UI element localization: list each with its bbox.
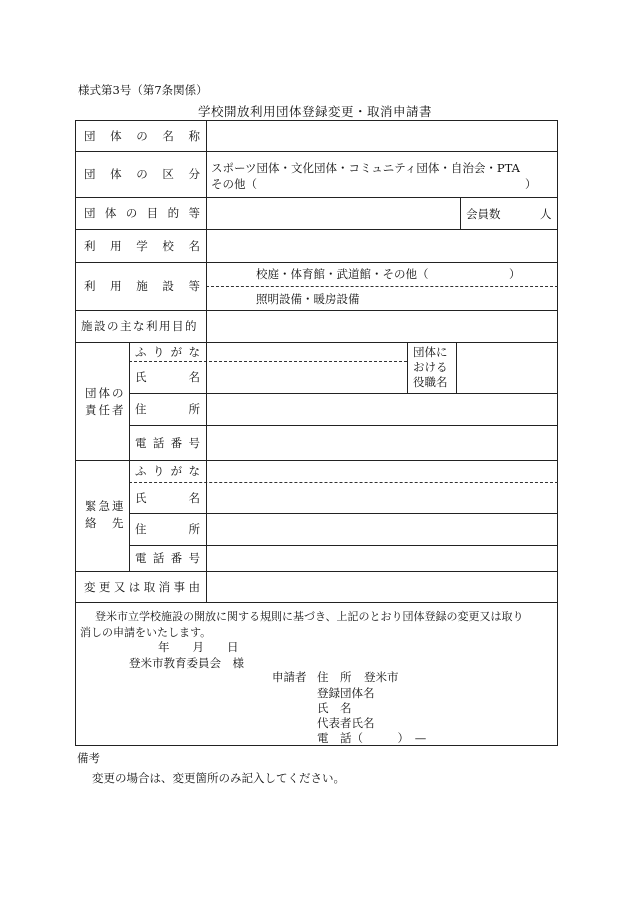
label-emergency: 緊急連 絡 先	[85, 499, 126, 530]
col-divider	[206, 342, 207, 571]
label-emergency-phone: 電 話 番 号	[135, 551, 200, 565]
applicant-phone: 電 話（ ） —	[317, 731, 427, 745]
applicant-address-value: 登米市	[364, 670, 399, 684]
label-school: 利 用 学 校 名	[84, 238, 200, 253]
label-org-name: 団 体 の 名 称	[84, 128, 200, 143]
label-emergency-name: 氏 名	[135, 490, 200, 505]
declaration-line1: 登米市立学校施設の開放に関する規則に基づき、上記のとおり団体登録の変更又は取り	[95, 610, 524, 623]
label-furigana: ふ り が な	[135, 344, 200, 359]
col-divider	[456, 342, 457, 393]
members-label: 会員数	[466, 207, 501, 221]
label-role: 団体に おける 役職名	[413, 345, 448, 389]
applicant-rep-name: 代表者氏名	[317, 716, 375, 730]
members-unit: 人	[540, 207, 552, 221]
applicant-address-label: 住 所	[317, 670, 352, 684]
form-number: 様式第3号（第7条関係）	[78, 83, 208, 97]
declaration-line2: 消しの申請をいたします。	[80, 626, 212, 639]
label-org-category: 団 体 の 区 分	[84, 167, 200, 181]
notes-body: 変更の場合は、変更箇所のみ記入してください。	[92, 771, 345, 785]
label-address: 住 所	[135, 402, 200, 416]
applicant-name: 氏 名	[317, 701, 352, 715]
col-divider	[460, 197, 461, 229]
label-name: 氏 名	[135, 370, 200, 384]
category-other: その他（	[211, 177, 257, 191]
applicant-label: 申請者	[272, 670, 307, 684]
form-title: 学校開放利用団体登録変更・取消申請書	[197, 104, 432, 119]
declaration-addressee: 登米市教育委員会 様	[129, 656, 244, 670]
col-divider	[206, 120, 207, 342]
label-emergency-furigana: ふ り が な	[135, 464, 200, 478]
applicant-org-name: 登録団体名	[317, 686, 375, 700]
category-options: スポーツ団体・文化団体・コミュニティ団体・自治会・PTA	[211, 161, 520, 175]
notes-heading: 備考	[77, 751, 100, 765]
label-responsible: 団体の 責任者	[85, 386, 126, 417]
col-divider	[206, 571, 207, 602]
col-divider	[129, 342, 130, 571]
facility-options: 校庭・体育館・武道館・その他（ ）	[256, 267, 521, 281]
col-divider	[407, 342, 408, 393]
label-facility: 利 用 施 設 等	[84, 279, 200, 293]
label-phone: 電 話 番 号	[135, 435, 200, 450]
equipment-options: 照明設備・暖房設備	[256, 292, 360, 306]
label-org-purpose: 団 体 の 目 的 等	[84, 206, 200, 220]
label-emergency-address: 住 所	[135, 522, 200, 536]
category-other-close: ）	[525, 177, 537, 191]
row-divider	[75, 602, 558, 603]
row-divider	[407, 393, 558, 394]
facility-dash	[206, 286, 558, 287]
label-main-purpose: 施設の主な利用目的	[81, 319, 198, 333]
declaration-date: 年 月 日	[158, 640, 239, 654]
label-reason: 変 更 又 は 取 消 事 由	[84, 579, 200, 594]
